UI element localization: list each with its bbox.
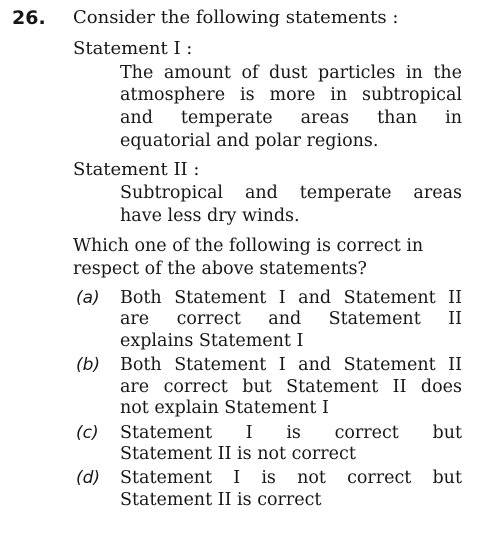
option-a-line[interactable]: Both Statement I and Statement II xyxy=(120,288,462,308)
option-b-label[interactable]: (b) xyxy=(76,355,101,375)
question-stem: Consider the following statements : xyxy=(73,7,399,28)
statement-1-line: atmosphere is more in subtropical xyxy=(120,85,462,105)
option-a-line[interactable]: are correct and Statement II xyxy=(120,309,462,329)
option-b-line[interactable]: not explain Statement I xyxy=(120,398,329,418)
option-d-label[interactable]: (d) xyxy=(76,468,101,488)
option-c-line[interactable]: Statement I is correct but xyxy=(120,423,462,443)
option-d-line[interactable]: Statement II is correct xyxy=(120,490,322,510)
option-a-line[interactable]: explains Statement I xyxy=(120,331,304,351)
statement-2-label: Statement II : xyxy=(73,159,200,180)
statement-1-line: The amount of dust particles in the xyxy=(120,63,462,83)
statement-1-label: Statement I : xyxy=(73,38,193,59)
option-c-label[interactable]: (c) xyxy=(76,423,99,443)
statement-2-line: Subtropical and temperate areas xyxy=(120,183,462,203)
option-b-line[interactable]: are correct but Statement II does xyxy=(120,377,462,397)
option-c-line[interactable]: Statement II is not correct xyxy=(120,444,356,464)
option-d-line[interactable]: Statement I is not correct but xyxy=(120,468,462,488)
statement-2-line: have less dry winds. xyxy=(120,206,300,226)
option-a-label[interactable]: (a) xyxy=(76,288,100,308)
option-b-line[interactable]: Both Statement I and Statement II xyxy=(120,355,462,375)
question-prompt-line: Which one of the following is correct in xyxy=(73,236,424,256)
question-number: 26. xyxy=(12,7,46,29)
statement-1-line: equatorial and polar regions. xyxy=(120,131,379,151)
question-prompt-line: respect of the above statements? xyxy=(73,259,367,279)
statement-1-line: and temperate areas than in xyxy=(120,108,462,128)
